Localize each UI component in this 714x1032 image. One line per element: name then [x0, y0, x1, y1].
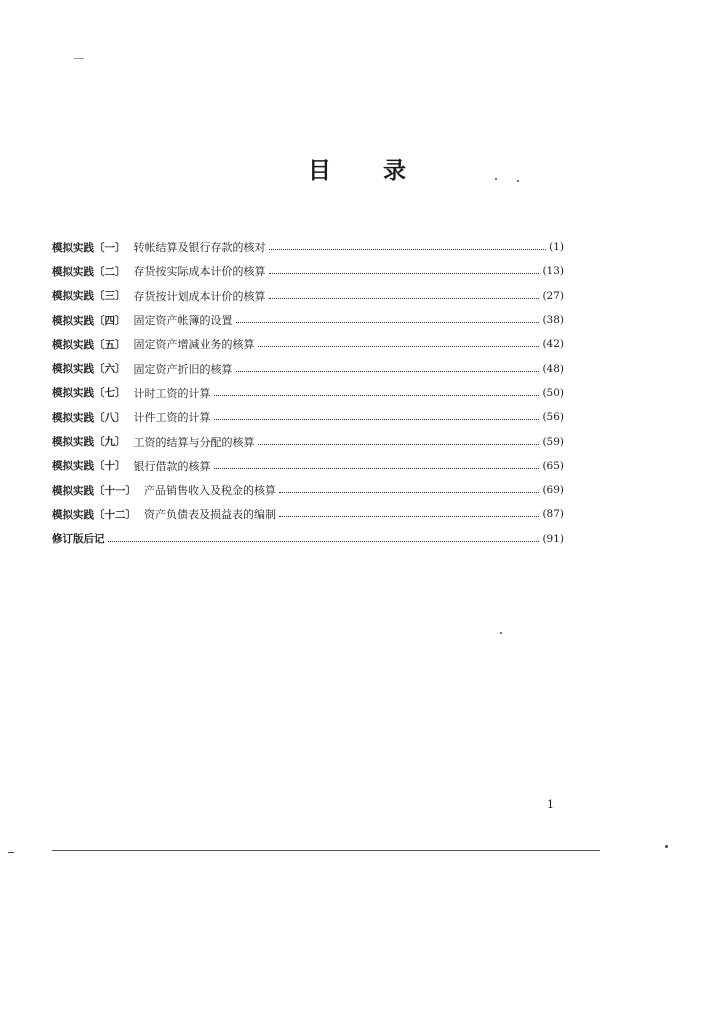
toc-topic: 固定资产折旧的核算: [133, 362, 233, 376]
toc-entry[interactable]: [52, 527, 564, 551]
toc-entry[interactable]: [52, 284, 564, 308]
toc-page-number: (27): [542, 289, 564, 302]
scan-speck: [495, 178, 497, 180]
toc-page-number: (38): [542, 314, 564, 327]
dot-leader: [279, 515, 539, 517]
toc-page-number: (42): [542, 338, 564, 351]
scan-speck: [74, 58, 84, 59]
toc-label: 模拟实践〔三〕: [52, 290, 126, 303]
toc-page-number: (13): [542, 265, 564, 278]
dot-leader: [279, 491, 539, 493]
toc-page-number: (56): [542, 411, 564, 424]
toc-topic: 固定资产增减业务的核算: [133, 338, 255, 352]
dot-leader: [236, 370, 540, 372]
toc-topic: 工资的结算与分配的核算: [133, 435, 255, 449]
toc-page-number: (48): [542, 362, 564, 375]
toc-topic: 存货按计划成本计价的核算: [133, 289, 266, 303]
toc-label: 修订版后记: [52, 533, 105, 546]
toc-entry[interactable]: [52, 332, 564, 356]
toc-entry[interactable]: [52, 235, 564, 259]
toc-topic: 固定资产帐簿的设置: [133, 314, 233, 328]
toc-label: 模拟实践〔十〕: [52, 460, 126, 473]
toc-entry[interactable]: [52, 308, 564, 332]
toc-topic: 银行借款的核算: [133, 459, 211, 473]
toc-page-number: (1): [549, 241, 564, 254]
toc-topic: 产品销售收入及税金的核算: [144, 484, 276, 498]
toc-label: 模拟实践〔一〕: [52, 241, 126, 254]
toc-label: 模拟实践〔九〕: [52, 436, 126, 449]
toc-page-number: (69): [542, 484, 564, 497]
scan-speck: [517, 180, 519, 182]
toc-page-number: (91): [542, 532, 564, 545]
dot-leader: [258, 345, 540, 347]
toc-entry[interactable]: [52, 454, 564, 478]
toc-topic: 转帐结算及银行存款的核对: [133, 241, 266, 255]
toc-entry[interactable]: [52, 381, 564, 405]
toc-label: 模拟实践〔四〕: [52, 314, 126, 327]
dot-leader: [269, 297, 540, 299]
toc-entry[interactable]: [52, 429, 564, 453]
toc-page-number: (59): [542, 435, 564, 448]
toc-entry[interactable]: [52, 502, 564, 526]
toc-page-number: (65): [542, 459, 564, 472]
toc-entry[interactable]: [52, 405, 564, 429]
toc-label: 模拟实践〔十一〕: [52, 484, 136, 497]
dot-leader: [108, 540, 540, 542]
toc-topic: 计件工资的计算: [133, 411, 211, 425]
title-char-1: 目: [308, 158, 331, 184]
toc-topic: 资产负债表及损益表的编制: [144, 508, 276, 522]
toc-entry[interactable]: [52, 259, 564, 283]
dot-leader: [269, 248, 547, 250]
page-title: [0, 152, 714, 185]
dot-leader: [214, 418, 540, 420]
toc-topic: 存货按实际成本计价的核算: [133, 265, 266, 279]
title-char-2: 录: [383, 158, 406, 184]
toc-label: 模拟实践〔八〕: [52, 411, 126, 424]
toc-label: 模拟实践〔六〕: [52, 363, 126, 376]
dot-leader: [258, 443, 540, 445]
toc-entry[interactable]: [52, 356, 564, 380]
toc-label: 模拟实践〔二〕: [52, 265, 126, 278]
toc-label: 模拟实践〔五〕: [52, 338, 126, 351]
toc-page-number: (50): [542, 386, 564, 399]
scan-speck: [8, 852, 14, 853]
toc-page-number: (87): [542, 508, 564, 521]
footer-rule: [52, 850, 600, 851]
scan-speck: [665, 845, 668, 848]
dot-leader: [236, 321, 540, 323]
dot-leader: [214, 394, 540, 396]
toc-entry[interactable]: [52, 478, 564, 502]
toc-topic: 计时工资的计算: [133, 386, 211, 400]
dot-leader: [214, 467, 540, 469]
dot-leader: [269, 272, 540, 274]
scan-speck: [500, 632, 502, 634]
toc-label: 模拟实践〔七〕: [52, 387, 126, 400]
toc-label: 模拟实践〔十二〕: [52, 508, 136, 521]
page-number: 1: [547, 798, 554, 811]
table-of-contents: [52, 235, 564, 551]
